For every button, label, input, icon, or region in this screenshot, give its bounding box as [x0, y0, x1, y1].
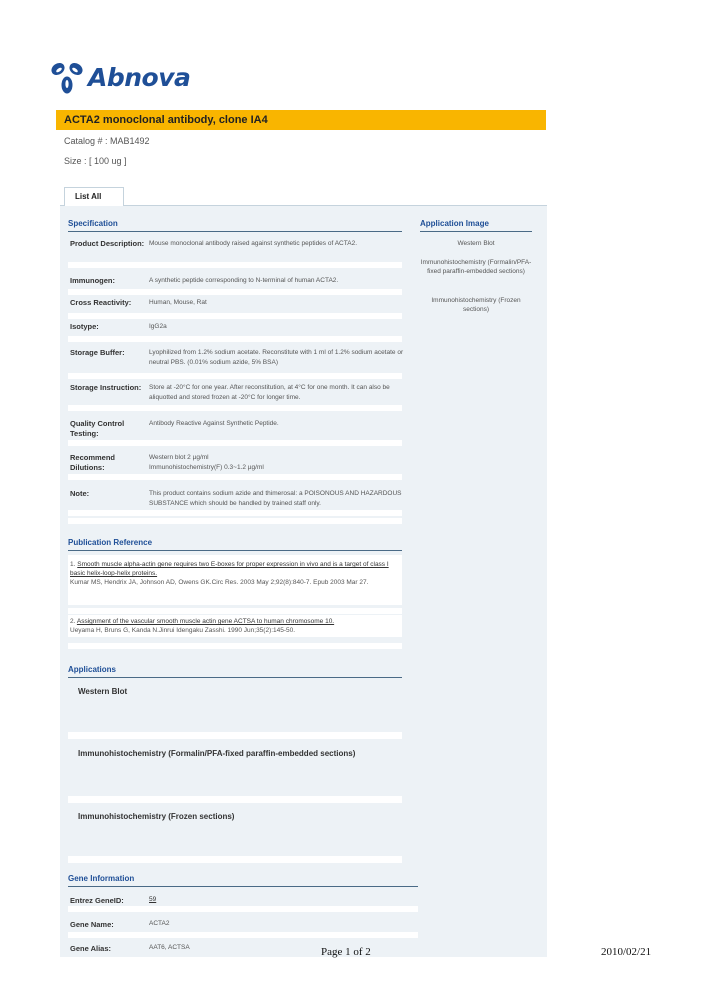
spec-value: A synthetic peptide corresponding to N-terminal of human ACTA2.	[149, 277, 339, 284]
row-separator	[68, 732, 402, 739]
gene-info-heading: Gene Information	[68, 874, 418, 887]
spec-value: Human, Mouse, Rat	[149, 299, 207, 306]
row-separator	[68, 796, 402, 803]
tab-list-all[interactable]: List All	[64, 187, 124, 206]
row-separator	[68, 608, 402, 614]
spec-label: Product Description:	[70, 239, 145, 248]
spec-value: Store at -20°C for one year. After reconstitution, at 4°C for one month. It can also be aliquotted and stored frozen at -20°C for longer time.	[149, 384, 390, 401]
gene-alias-value: AAT6, ACTSA	[149, 944, 190, 951]
row-separator	[68, 405, 402, 411]
row-separator	[68, 856, 402, 863]
row-separator	[68, 932, 418, 938]
row-separator	[68, 518, 402, 524]
spec-value: Lyophilized from 1.2% sodium acetate. Reconstitute with 1 ml of 1.2% sodium acetate or neutral PBS. (0.01% sodium azide, 5% BSA)	[149, 349, 404, 366]
spec-label: Storage Buffer:	[70, 348, 125, 357]
entrez-gene-id-label: Entrez GeneID:	[70, 896, 124, 905]
spec-value: Antibody Reactive Against Synthetic Peptide.	[149, 420, 279, 427]
application-image-heading: Application Image	[420, 219, 532, 232]
row-separator	[68, 336, 402, 342]
spec-label: Immunogen:	[70, 276, 115, 285]
antibody-logo-icon	[50, 60, 84, 94]
specification-heading: Specification	[68, 219, 402, 232]
application-title: Immunohistochemistry (Formalin/PFA-fixed paraffin-embedded sections)	[78, 749, 356, 758]
app-image-link[interactable]: Western Blot	[457, 240, 495, 247]
spec-value: Western blot 2 µg/ml Immunohistochemistry(F) 0.3~1.2 µg/ml	[149, 454, 264, 471]
product-size: Size : [ 100 ug ]	[64, 156, 127, 166]
row-separator	[68, 906, 418, 912]
row-separator	[68, 289, 402, 295]
row-separator	[68, 313, 402, 319]
brand-name: Abnova	[88, 62, 191, 92]
product-title: ACTA2 monoclonal antibody, clone IA4	[56, 110, 546, 130]
gene-alias-label: Gene Alias:	[70, 944, 111, 953]
spec-label: Quality Control Testing:	[70, 419, 125, 438]
publication-number: 1.	[70, 561, 76, 568]
app-image-link[interactable]: Immunohistochemistry (Formalin/PFA-fixed paraffin-embedded sections)	[420, 259, 532, 275]
row-separator	[68, 474, 402, 480]
gene-name-value: ACTA2	[149, 920, 170, 927]
spec-label: Isotype:	[70, 322, 99, 331]
print-date: 2010/02/21	[601, 946, 652, 958]
catalog-number: Catalog # : MAB1492	[64, 136, 150, 146]
spec-label: Note:	[70, 489, 90, 498]
page-number: Page 1 of 2	[321, 946, 371, 958]
entrez-gene-id-link[interactable]: 59	[149, 896, 157, 903]
spec-label: Cross Reactivity:	[70, 298, 132, 307]
spec-label: Recommend Dilutions:	[70, 453, 116, 472]
app-image-link[interactable]: Immunohistochemistry (Frozen sections)	[431, 297, 521, 313]
row-separator	[68, 440, 402, 446]
row-separator	[68, 262, 402, 268]
application-title: Immunohistochemistry (Frozen sections)	[78, 812, 235, 821]
spec-label: Storage Instruction:	[70, 383, 142, 392]
gene-name-label: Gene Name:	[70, 920, 114, 929]
publication-item	[70, 617, 400, 635]
applications-heading: Applications	[68, 665, 402, 678]
publication-citation: Ueyama H, Bruns G, Kanda N.Jinrui Idengaku Zasshi. 1990 Jun;35(2):145-50.	[70, 627, 296, 634]
publication-item	[70, 560, 400, 587]
spec-value: This product contains sodium azide and thimerosal: a POISONOUS AND HAZARDOUS SUBSTANCE which should be handled by trained staff only.	[149, 490, 402, 507]
publication-number: 2.	[70, 618, 76, 625]
publication-heading: Publication Reference	[68, 538, 402, 551]
publication-citation: Kumar MS, Hendrix JA, Johnson AD, Owens GK.Circ Res. 2003 May 2;92(8):840-7. Epub 2003 Mar 27.	[70, 579, 369, 586]
spec-value: IgG2a	[149, 323, 167, 330]
row-separator	[68, 510, 402, 516]
abnova-logo	[50, 60, 190, 94]
row-separator	[68, 643, 402, 649]
publication-title-link[interactable]: Assignment of the vascular smooth muscle actin gene ACTSA to human chromosome 10.	[76, 618, 335, 625]
application-title: Western Blot	[78, 687, 128, 696]
spec-value: Mouse monoclonal antibody raised against synthetic peptides of ACTA2.	[149, 240, 357, 247]
row-separator	[68, 373, 402, 379]
publication-title-link[interactable]: Smooth muscle alpha-actin gene requires two E-boxes for proper expression in vivo and is a target of class I basic helix-loop-helix proteins.	[70, 561, 389, 577]
